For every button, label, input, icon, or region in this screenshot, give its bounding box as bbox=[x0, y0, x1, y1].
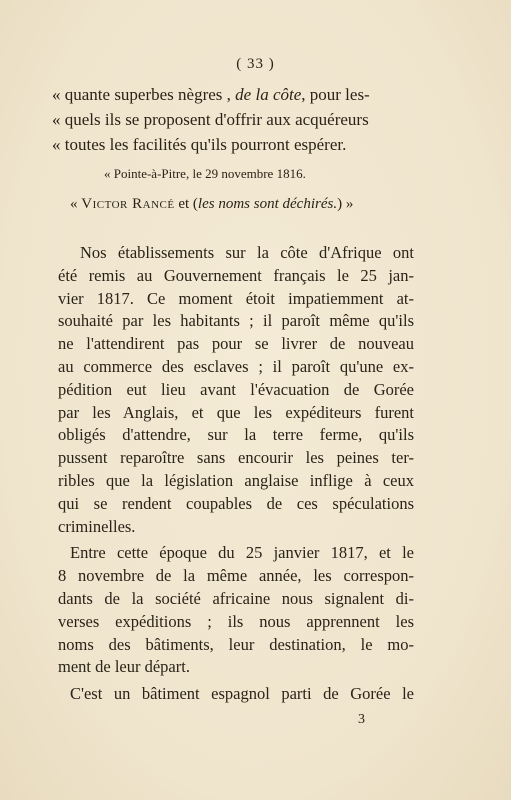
text-line: Entre cette époque du 25 janvier 1817, et le bbox=[70, 543, 414, 563]
text-line: pédition eut lieu avant l'évacuation de Gorée bbox=[58, 379, 414, 399]
quote-line: « quante superbes nègres , de la côte, pour les- bbox=[52, 85, 370, 104]
text-line: qui se rendent coupables de ces spéculations bbox=[58, 493, 414, 513]
text-line: ment de leur départ. bbox=[58, 657, 190, 677]
place-date-line: « Pointe-à-Pitre, le 29 novembre 1816. bbox=[104, 166, 306, 181]
text-line: criminelles. bbox=[58, 516, 136, 536]
quote-line: « toutes les facilités qu'ils pourront espérer. bbox=[52, 135, 347, 154]
body-text bbox=[58, 242, 414, 706]
page-number: ( 33 ) bbox=[236, 56, 275, 72]
quote-signature: « Victor Rancé et (les noms sont déchirés.) » bbox=[70, 196, 354, 212]
text-line: obligés d'attendre, sur la terre ferme, qu'ils bbox=[58, 425, 414, 445]
text-line: ribles que la législation anglaise inflige à ceux bbox=[58, 470, 414, 490]
quote-line: « quels ils se proposent d'offrir aux acquéreurs bbox=[52, 110, 369, 129]
paragraph-2 bbox=[58, 542, 414, 679]
text-line: par les Anglais, et que les expéditeurs furent bbox=[58, 402, 414, 422]
text-line: vier 1817. Ce moment étoit impatiemment at- bbox=[58, 288, 414, 308]
text-line: ne l'attendirent pas pour se livrer de nouveau bbox=[58, 334, 414, 354]
text-line: au commerce des esclaves ; il paroît qu'une ex- bbox=[58, 356, 414, 376]
signatory-name: Victor Rancé bbox=[81, 196, 175, 212]
quoted-advertisement bbox=[52, 82, 472, 157]
text-line: dants de la société africaine nous signalent di- bbox=[58, 588, 414, 608]
text-line: C'est un bâtiment espagnol parti de Gorée le bbox=[70, 684, 414, 704]
text-line: été remis au Gouvernement français le 25 jan- bbox=[58, 265, 414, 285]
signature-mark: 3 bbox=[358, 712, 365, 727]
text-line: Nos établissements sur la côte d'Afrique ont bbox=[80, 243, 414, 262]
text-line: noms des bâtiments, leur destination, le mo- bbox=[58, 634, 414, 654]
text-line: verses expéditions ; ils nous apprennent les bbox=[58, 611, 414, 631]
text-line: 8 novembre de la même année, les correspon- bbox=[58, 566, 414, 586]
text-line: souhaité par les habitants ; il paroît même qu'ils bbox=[58, 311, 414, 331]
paragraph-3 bbox=[58, 683, 414, 706]
text-line: pussent reparoître sans encourir les peines ter- bbox=[58, 448, 414, 468]
paragraph-1 bbox=[58, 242, 414, 538]
